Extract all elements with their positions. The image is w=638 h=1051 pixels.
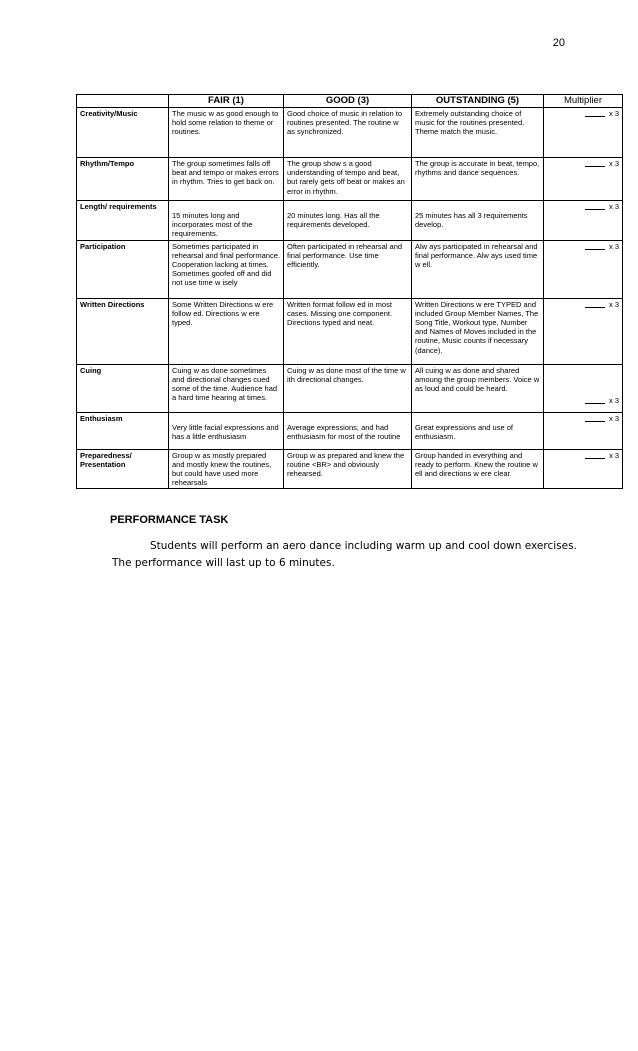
- header-criterion: [77, 95, 169, 108]
- header-outstanding: OUTSTANDING (5): [412, 95, 544, 108]
- multiplier-value: x 3: [608, 202, 619, 211]
- table-row: [77, 364, 623, 412]
- multiplier-cell: [544, 108, 623, 158]
- multiplier-cell: [544, 158, 623, 201]
- criterion-cell: Rhythm/Tempo: [77, 158, 169, 201]
- fair-cell: 15 minutes long and incorporates most of the requirements.: [169, 201, 284, 241]
- fair-cell: Very little facial expressions and has a little enthusiasm: [169, 412, 284, 449]
- blank-line: [585, 421, 605, 422]
- good-cell: 20 minutes long. Has all the requirements developed.: [284, 201, 412, 241]
- outstanding-cell: Written Directions w ere TYPED and included Group Member Names, The Song Title, Workout type, Number and Names of Moves included in the routine, Music counts if necessary (dance).: [412, 298, 544, 364]
- blank-line: [585, 458, 605, 459]
- good-cell: Cuing w as done most of the time w ith directional changes.: [284, 364, 412, 412]
- multiplier-cell: [544, 364, 623, 412]
- table-row: [77, 412, 623, 449]
- multiplier-cell: [544, 298, 623, 364]
- table-row: [77, 108, 623, 158]
- blank-line: [585, 209, 605, 210]
- outstanding-cell: 25 minutes has all 3 requirements develop.: [412, 201, 544, 241]
- good-cell: Often participated in rehearsal and final performance. Use time efficiently.: [284, 240, 412, 298]
- fair-cell: Some Written Directions w ere follow ed. Directions w ere typed.: [169, 298, 284, 364]
- multiplier-cell: [544, 201, 623, 241]
- criterion-cell: Written Directions: [77, 298, 169, 364]
- multiplier-cell: [544, 240, 623, 298]
- multiplier-value: x 3: [608, 109, 619, 118]
- criterion-cell: Length/ requirements: [77, 201, 169, 241]
- outstanding-cell: Alw ays participated in rehearsal and final performance. Alw ays used time w ell.: [412, 240, 544, 298]
- multiplier-value: x 3: [608, 299, 619, 309]
- good-cell: Written format follow ed in most cases. Missing one component. Directions typed and neat.: [284, 298, 412, 364]
- fair-cell: The music w as good enough to hold some relation to theme or routines.: [169, 108, 284, 158]
- table-row: [77, 298, 623, 364]
- multiplier-value: x 3: [608, 413, 619, 423]
- fair-cell: Group w as mostly prepared and mostly knew the routines, but could have used more rehearsals: [169, 449, 284, 489]
- criterion-cell: Creativity/Music: [77, 108, 169, 158]
- header-multiplier: Multiplier: [544, 95, 623, 108]
- blank-line: [585, 166, 605, 167]
- rubric-table: [76, 94, 623, 489]
- blank-line: [585, 116, 605, 117]
- good-cell: The group show s a good understanding of tempo and beat, but rarely gets off beat or makes an error in rhythm.: [284, 158, 412, 201]
- blank-line: [585, 403, 605, 404]
- rubric-header-row: [77, 95, 623, 108]
- blank-line: [585, 249, 605, 250]
- outstanding-cell: All cuing w as done and shared amoung the group members. Voice w as loud and could be heard.: [412, 364, 544, 412]
- outstanding-cell: The group is accurate in beat, tempo, rhythms and dance sequences.: [412, 158, 544, 201]
- performance-task-body: Students will perform an aero dance including warm up and cool down exercises. The performance will last up to 6 minutes.: [112, 540, 577, 569]
- blank-line: [585, 307, 605, 308]
- outstanding-cell: Great expressions and use of enthusiasm.: [412, 412, 544, 449]
- good-cell: Good choice of music in relation to routines presented. The routine w as synchronized.: [284, 108, 412, 158]
- criterion-cell: Enthusiasm: [77, 412, 169, 449]
- fair-cell: The group sometimes falls off beat and tempo or makes errors in rhythm. Tries to get back on.: [169, 158, 284, 201]
- multiplier-cell: [544, 449, 623, 489]
- page-number: 20: [552, 37, 565, 49]
- multiplier-value: x 3: [608, 159, 619, 168]
- section-title: PERFORMANCE TASK: [110, 514, 229, 526]
- multiplier-value: x 3: [608, 396, 619, 406]
- outstanding-cell: Group handed in everything and ready to perform. Knew the routine w ell and directions w ere clear.: [412, 449, 544, 489]
- good-cell: Group w as prepared and knew the routine <BR> and obviously rehearsed.: [284, 449, 412, 489]
- criterion-cell: Participation: [77, 240, 169, 298]
- header-fair: FAIR (1): [169, 95, 284, 108]
- table-row: [77, 240, 623, 298]
- header-good: GOOD (3): [284, 95, 412, 108]
- fair-cell: Sometimes participated in rehearsal and final performance. Cooperation lacking at times. Sometimes goofed off and did not use time w isely: [169, 240, 284, 298]
- criterion-cell: Preparedness/ Presentation: [77, 449, 169, 489]
- table-row: [77, 201, 623, 241]
- performance-task-text: [112, 538, 582, 572]
- multiplier-value: x 3: [608, 450, 619, 460]
- multiplier-value: x 3: [608, 241, 619, 251]
- multiplier-cell: [544, 412, 623, 449]
- criterion-cell: Cuing: [77, 364, 169, 412]
- fair-cell: Cuing w as done sometimes and directional changes cued some of the time. Audience had a hard time hearing at times.: [169, 364, 284, 412]
- table-row: [77, 158, 623, 201]
- table-row: [77, 449, 623, 489]
- good-cell: Average expressions, and had enthusiasm for most of the routine: [284, 412, 412, 449]
- outstanding-cell: Extremely outstanding choice of music for the routines presented. Theme match the music.: [412, 108, 544, 158]
